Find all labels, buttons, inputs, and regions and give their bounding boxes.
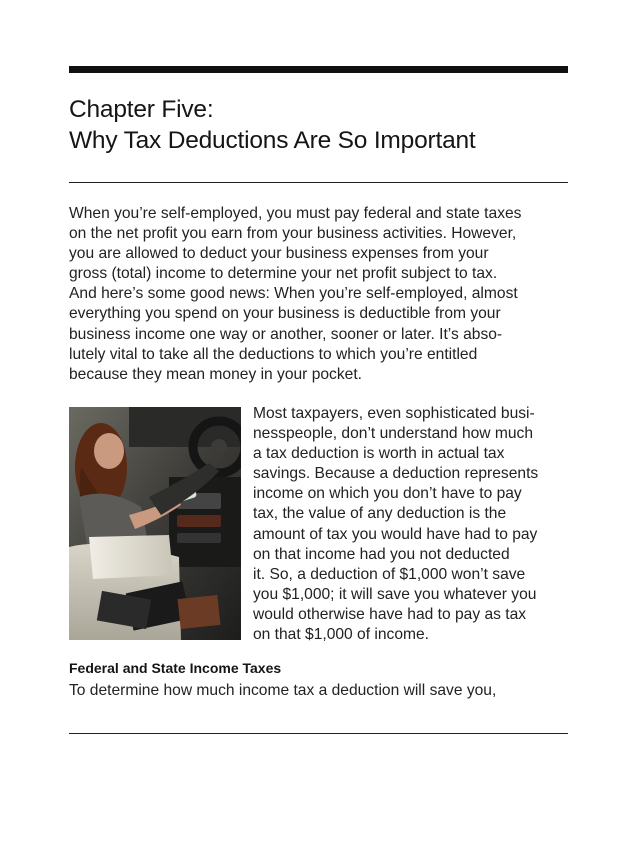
intro-line: gross (total) income to determine your net profit subject to tax. xyxy=(69,265,498,283)
intro-line: When you’re self-employed, you must pay federal and state taxes xyxy=(69,205,522,222)
section-heading: Federal and State Income Taxes xyxy=(69,660,282,676)
intro-line: business income one way or another, sooner or later. It’s abso- xyxy=(69,325,503,343)
section-lead-text: To determine how much income tax a deduction will save you, xyxy=(69,682,497,699)
body-paragraph xyxy=(253,404,573,645)
intro-line: And here’s some good news: When you’re self-employed, almost xyxy=(69,285,518,303)
body-line: you $1,000; it will save you whatever you xyxy=(253,585,537,603)
intro-line: you are allowed to deduct your business expenses from your xyxy=(69,245,489,263)
bottom-rule xyxy=(69,733,568,734)
body-line: savings. Because a deduction represents xyxy=(253,465,539,483)
intro-line: on the net profit you earn from your business activities. However, xyxy=(69,225,517,243)
body-line: it. So, a deduction of $1,000 won’t save xyxy=(253,565,526,583)
body-line: on that $1,000 of income. xyxy=(253,626,429,644)
body-line: amount of tax you would have had to pay xyxy=(253,525,538,543)
body-line: on that income had you not deducted xyxy=(253,545,510,563)
chapter-title-line-1: Chapter Five: xyxy=(69,96,214,123)
intro-line: everything you spend on your business is deductible from your xyxy=(69,305,501,323)
intro-paragraph xyxy=(69,204,569,385)
intro-line: because they mean money in your pocket. xyxy=(69,365,362,383)
title-divider xyxy=(69,182,568,183)
chapter-title-line-2: Why Tax Deductions Are So Important xyxy=(69,127,476,154)
body-line: would otherwise have had to pay as tax xyxy=(253,605,527,623)
body-line: a tax deduction is worth in actual tax xyxy=(253,445,505,463)
car-interior-photo xyxy=(69,407,241,640)
body-line: income on which you don’t have to pay xyxy=(253,485,522,503)
body-line: nesspeople, don’t understand how much xyxy=(253,425,534,443)
top-rule xyxy=(69,66,568,73)
body-line: tax, the value of any deduction is the xyxy=(253,505,507,523)
body-line: Most taxpayers, even sophisticated busi- xyxy=(253,405,535,422)
intro-line: lutely vital to take all the deductions to which you’re entitled xyxy=(69,345,478,363)
chapter-title xyxy=(69,94,569,156)
